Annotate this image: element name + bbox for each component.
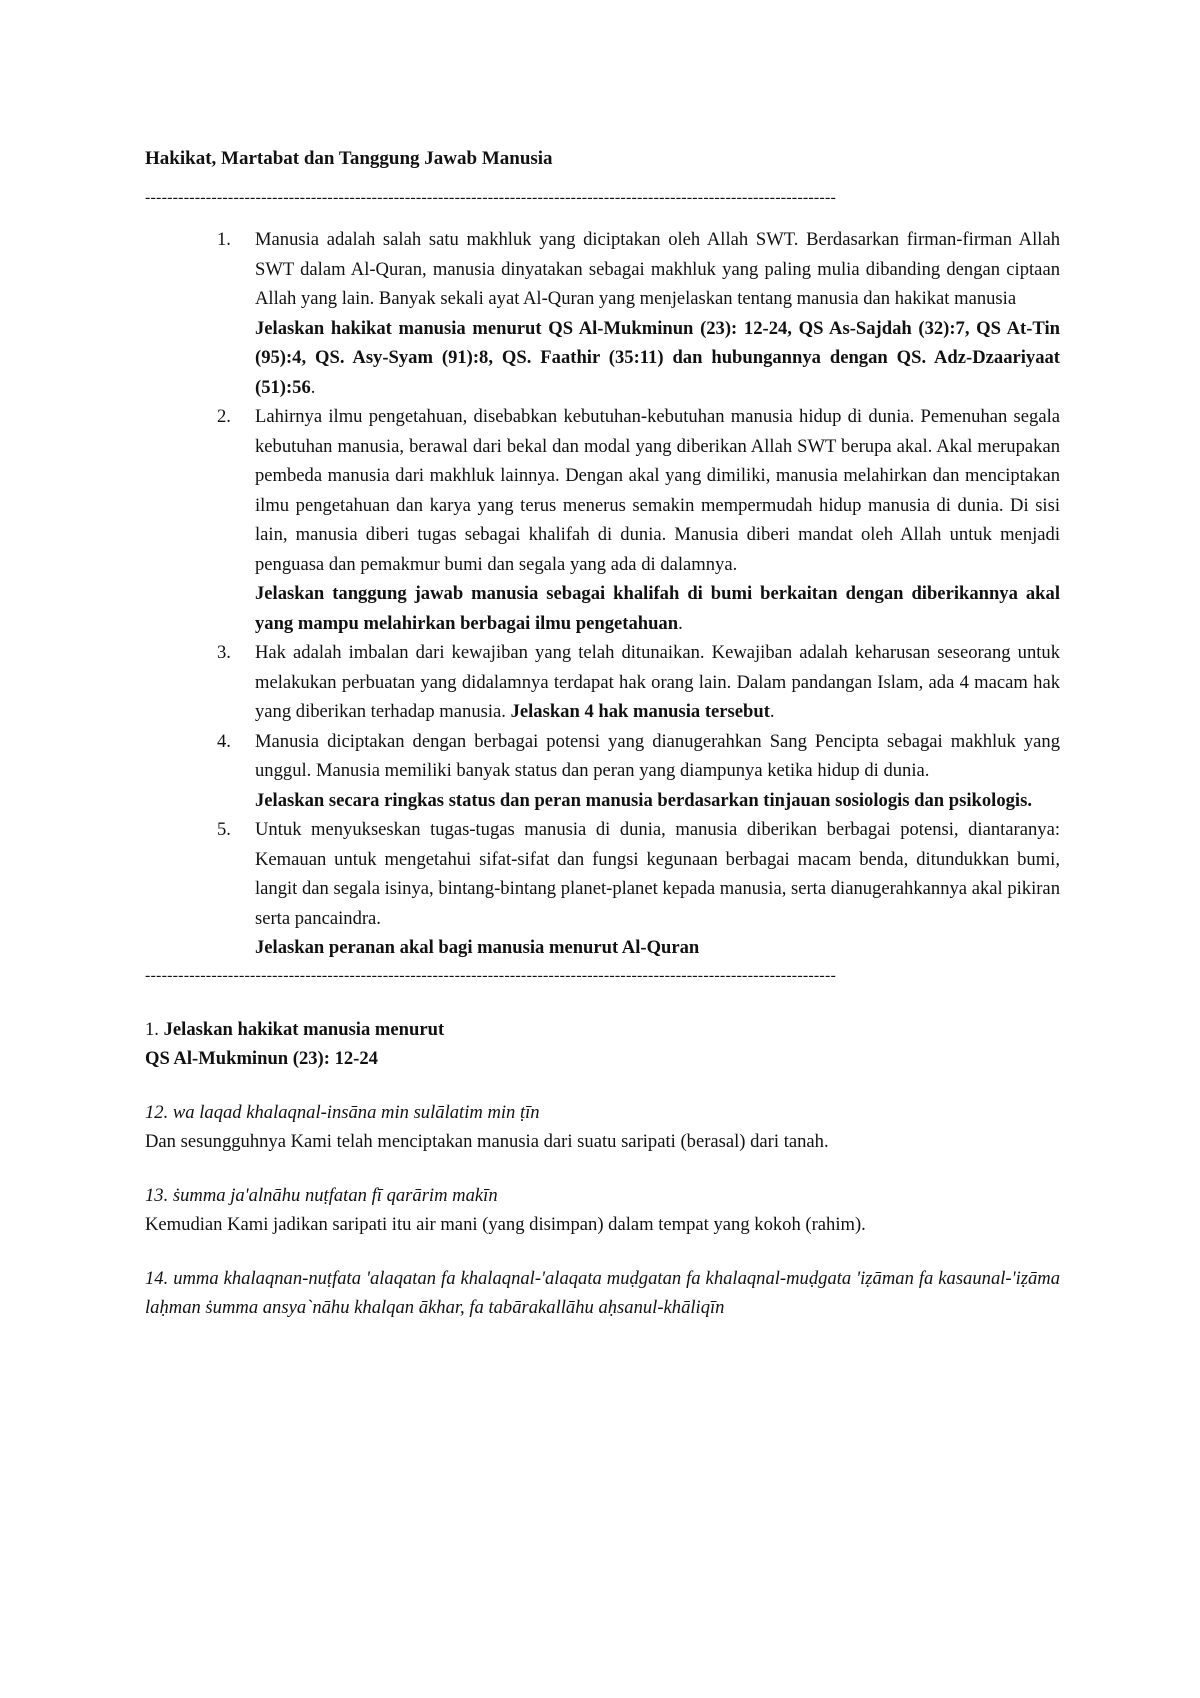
question-text: Manusia adalah salah satu makhluk yang diciptakan oleh Allah SWT. Berdasarkan firman-firman Allah SWT dalam Al-Quran, manusia dinyatakan sebagai makhluk yang paling mulia dibanding dengan ciptaan Allah yang lain. Banyak sekali ayat Al-Quran yang menjelaskan tentang manusia dan hakikat manusia <box>255 229 1060 309</box>
question-item-4 <box>145 727 1060 816</box>
question-number: 4. <box>217 730 231 752</box>
verse-translation: Dan sesungguhnya Kami telah menciptakan manusia dari suatu saripati (berasal) dari tanah. <box>145 1131 829 1152</box>
question-item-2 <box>145 402 1060 638</box>
document-title: Hakikat, Martabat dan Tanggung Jawab Manusia <box>145 148 553 169</box>
divider-bottom: ----------------------------------------------------------------------------------------------------------------------------- <box>145 966 837 984</box>
verse-latin: 13. ṡumma ja'alnāhu nuṭfatan fī qarārim makīn <box>145 1184 498 1206</box>
question-task: Jelaskan peranan akal bagi manusia menurut Al-Quran <box>255 937 700 958</box>
question-number: 5. <box>217 819 231 840</box>
question-text: Untuk menyukseskan tugas-tugas manusia di dunia, manusia diberikan berbagai potensi, diantaranya: Kemauan untuk mengetahui sifat-sifat dan fungsi kegunaan berbagai macam benda, ditundukkan bumi, langit dan segala isinya, bintang-bintang planet-planet kepada manusia, serta dianugerahkannya akal pikiran serta pancaindra. <box>255 819 1060 929</box>
question-item-5 <box>145 815 1060 963</box>
question-number: 3. <box>217 642 231 663</box>
question-task: Jelaskan secara ringkas status dan peran manusia berdasarkan tinjauan sosiologis dan psikologis. <box>255 789 1032 811</box>
verse-latin: 14. umma khalaqnan-nuṭfata 'alaqatan fa khalaqnal-'alaqata muḍgatan fa khalaqnal-muḍgata 'iẓāman fa kasaunal-'iẓāma laḥman ṡumma ansya`nāhu khalqan ākhar, fa tabārakallāhu aḥsanul-khāliqīn <box>145 1267 1060 1318</box>
verse-translation: Kemudian Kami jadikan saripati itu air mani (yang disimpan) dalam tempat yang kokoh (rahim). <box>145 1214 866 1235</box>
question-item-1 <box>145 225 1060 402</box>
verse-13 <box>145 1181 1060 1240</box>
question-text: Manusia diciptakan dengan berbagai potensi yang dianugerahkan Sang Pencipta sebagai makhluk yang unggul. Manusia memiliki banyak status dan peran yang diampunya ketika hidup di dunia. <box>255 730 1060 781</box>
answer-number: 1. <box>145 1018 159 1040</box>
divider-top: ----------------------------------------------------------------------------------------------------------------------------- <box>145 189 837 206</box>
question-task-tail: . <box>310 376 316 398</box>
answer-heading-line2: QS Al-Mukminun (23): 12-24 <box>145 1048 378 1069</box>
question-task: Jelaskan hakikat manusia menurut QS Al-Mukminun (23): 12-24, QS As-Sajdah (32):7, QS At-Tin (95):4, QS. Asy-Syam (91):8, QS. Faathir (35:11) dan hubungannya dengan QS. Adz-Dzaariyaat (51):56 <box>255 317 1060 398</box>
question-number: 1. <box>217 229 231 250</box>
question-task: Jelaskan 4 hak manusia tersebut <box>510 701 770 722</box>
question-task-tail: . <box>769 701 775 722</box>
question-text: Hak adalah imbalan dari kewajiban yang telah ditunaikan. Kewajiban adalah keharusan seseorang untuk melakukan perbuatan yang didalamnya terdapat hak orang lain. Dalam pandangan Islam, ada 4 macam hak yang diberikan terhadap manusia. <box>255 642 1060 722</box>
verse-12 <box>145 1098 1060 1157</box>
question-text: Lahirnya ilmu pengetahuan, disebabkan kebutuhan-kebutuhan manusia hidup di dunia. Pemenuhan segala kebutuhan manusia, berawal dari bekal dan modal yang diberikan Allah SWT berupa akal. Akal merupakan pembeda manusia dari makhluk lainnya. Dengan akal yang dimiliki, manusia melahirkan dan menciptakan ilmu pengetahuan dan karya yang terus menerus semakin mempermudah hidup manusia di dunia. Di sisi lain, manusia diberi tugas sebagai khalifah di dunia. Manusia diberi mandat oleh Allah untuk menjadi penguasa dan pemakmur bumi dan segala yang ada di dalamnya. <box>255 406 1060 575</box>
answer-section <box>145 1015 1060 1323</box>
question-item-3 <box>145 638 1060 727</box>
document-page <box>145 145 1060 1323</box>
answer-heading-line1: Jelaskan hakikat manusia menurut <box>163 1018 445 1040</box>
answer-heading <box>145 1015 1060 1045</box>
question-number: 2. <box>217 406 231 427</box>
verse-14 <box>145 1264 1060 1323</box>
question-task: Jelaskan tanggung jawab manusia sebagai khalifah di bumi berkaitan dengan diberikannya akal yang mampu melahirkan berbagai ilmu pengetahuan <box>255 583 1060 634</box>
verse-latin: 12. wa laqad khalaqnal-insāna min sulālatim min ṭīn <box>145 1101 540 1123</box>
question-task-tail: . <box>678 612 683 634</box>
question-list <box>145 225 1060 963</box>
